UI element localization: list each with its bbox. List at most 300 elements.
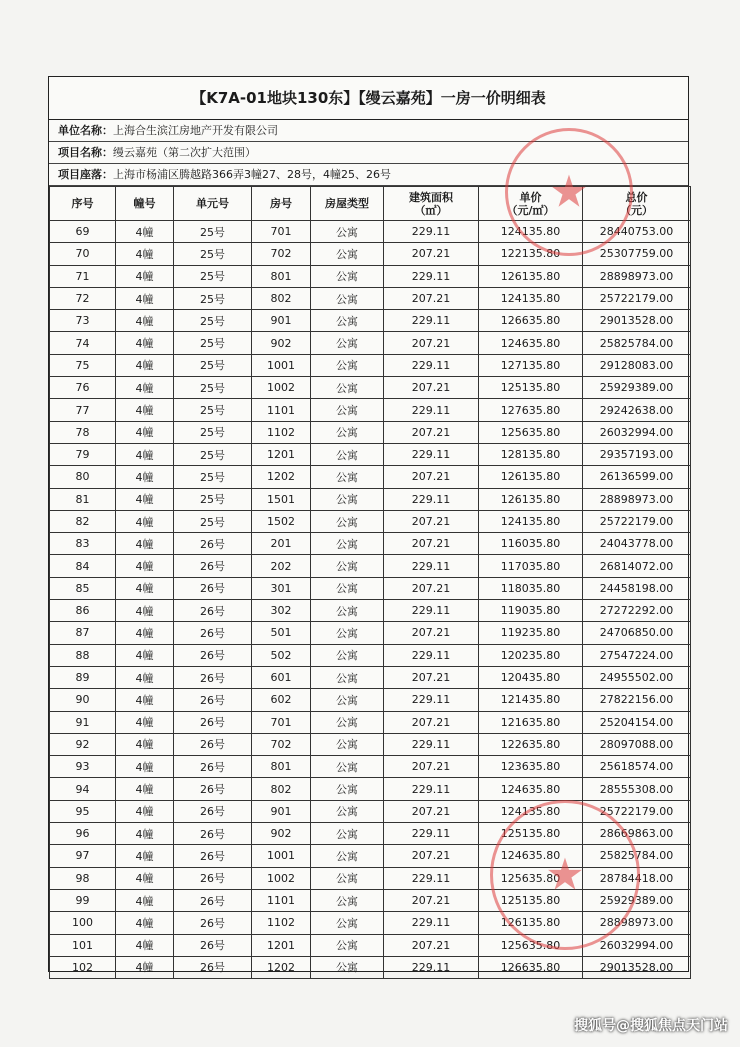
- table-cell: 1101: [252, 889, 311, 911]
- table-cell: 124635.80: [479, 778, 583, 800]
- table-cell: 102: [50, 956, 116, 978]
- table-cell: 25307759.00: [583, 243, 691, 265]
- unit-value: 上海合生滨江房地产开发有限公司: [113, 124, 278, 137]
- table-cell: 26号: [174, 577, 252, 599]
- table-cell: 4幢: [116, 867, 174, 889]
- table-cell: 122635.80: [479, 733, 583, 755]
- table-row: [50, 756, 691, 778]
- table-cell: 80: [50, 466, 116, 488]
- table-cell: 4幢: [116, 377, 174, 399]
- table-cell: 126635.80: [479, 310, 583, 332]
- table-cell: 229.11: [384, 265, 479, 287]
- table-cell: 229.11: [384, 644, 479, 666]
- table-cell: 85: [50, 577, 116, 599]
- table-row: [50, 934, 691, 956]
- table-cell: 26号: [174, 666, 252, 688]
- table-cell: 4幢: [116, 711, 174, 733]
- table-cell: 701: [252, 221, 311, 243]
- table-cell: 29357193.00: [583, 443, 691, 465]
- table-cell: 26号: [174, 711, 252, 733]
- location-row: [49, 164, 688, 186]
- table-cell: 公寓: [311, 889, 384, 911]
- table-cell: 207.21: [384, 533, 479, 555]
- table-cell: 229.11: [384, 399, 479, 421]
- table-cell: 25618574.00: [583, 756, 691, 778]
- table-cell: 229.11: [384, 443, 479, 465]
- table-cell: 99: [50, 889, 116, 911]
- table-cell: 79: [50, 443, 116, 465]
- table-cell: 公寓: [311, 600, 384, 622]
- table-row: [50, 845, 691, 867]
- column-header: 幢号: [116, 187, 174, 221]
- table-cell: 26号: [174, 800, 252, 822]
- table-cell: 公寓: [311, 711, 384, 733]
- table-cell: 1001: [252, 354, 311, 376]
- table-cell: 27547224.00: [583, 644, 691, 666]
- table-cell: 501: [252, 622, 311, 644]
- table-cell: 125135.80: [479, 823, 583, 845]
- table-cell: 126135.80: [479, 466, 583, 488]
- table-cell: 902: [252, 823, 311, 845]
- table-cell: 207.21: [384, 510, 479, 532]
- table-row: [50, 644, 691, 666]
- price-table: [49, 186, 691, 979]
- table-cell: 4幢: [116, 845, 174, 867]
- table-cell: 122135.80: [479, 243, 583, 265]
- table-cell: 69: [50, 221, 116, 243]
- table-cell: 26号: [174, 733, 252, 755]
- table-header-row: [50, 187, 691, 221]
- table-cell: 公寓: [311, 867, 384, 889]
- table-cell: 87: [50, 622, 116, 644]
- table-cell: 207.21: [384, 243, 479, 265]
- table-row: [50, 867, 691, 889]
- table-cell: 121435.80: [479, 689, 583, 711]
- table-cell: 25号: [174, 466, 252, 488]
- table-cell: 公寓: [311, 956, 384, 978]
- table-cell: 126635.80: [479, 956, 583, 978]
- table-cell: 902: [252, 332, 311, 354]
- table-cell: 25204154.00: [583, 711, 691, 733]
- table-row: [50, 265, 691, 287]
- table-cell: 121635.80: [479, 711, 583, 733]
- table-row: [50, 332, 691, 354]
- unit-row: [49, 120, 688, 142]
- table-cell: 4幢: [116, 265, 174, 287]
- table-cell: 26号: [174, 956, 252, 978]
- table-cell: 4幢: [116, 488, 174, 510]
- table-row: [50, 533, 691, 555]
- column-header: 序号: [50, 187, 116, 221]
- table-row: [50, 666, 691, 688]
- table-cell: 25号: [174, 287, 252, 309]
- star-icon: ★: [549, 166, 589, 218]
- table-cell: 1501: [252, 488, 311, 510]
- table-cell: 201: [252, 533, 311, 555]
- table-cell: 25号: [174, 354, 252, 376]
- table-cell: 4幢: [116, 533, 174, 555]
- table-cell: 26136599.00: [583, 466, 691, 488]
- table-cell: 公寓: [311, 221, 384, 243]
- table-row: [50, 399, 691, 421]
- table-cell: 70: [50, 243, 116, 265]
- table-cell: 公寓: [311, 733, 384, 755]
- table-cell: 25号: [174, 510, 252, 532]
- table-cell: 25号: [174, 399, 252, 421]
- table-cell: 4幢: [116, 354, 174, 376]
- table-cell: 207.21: [384, 332, 479, 354]
- table-cell: 229.11: [384, 912, 479, 934]
- table-cell: 92: [50, 733, 116, 755]
- project-value: 缦云嘉苑（第二次扩大范围）: [113, 146, 256, 159]
- table-cell: 502: [252, 644, 311, 666]
- table-row: [50, 823, 691, 845]
- table-cell: 4幢: [116, 243, 174, 265]
- table-row: [50, 622, 691, 644]
- table-cell: 24955502.00: [583, 666, 691, 688]
- column-header: 总价 （元）: [583, 187, 691, 221]
- table-row: [50, 555, 691, 577]
- table-cell: 229.11: [384, 733, 479, 755]
- table-cell: 公寓: [311, 354, 384, 376]
- table-cell: 117035.80: [479, 555, 583, 577]
- table-row: [50, 689, 691, 711]
- column-header: 建筑面积 （㎡）: [384, 187, 479, 221]
- table-cell: 207.21: [384, 666, 479, 688]
- table-row: [50, 243, 691, 265]
- table-cell: 26032994.00: [583, 421, 691, 443]
- table-cell: 124635.80: [479, 845, 583, 867]
- column-header: 单价 （元/㎡）: [479, 187, 583, 221]
- table-cell: 94: [50, 778, 116, 800]
- table-cell: 124135.80: [479, 510, 583, 532]
- table-cell: 25929389.00: [583, 889, 691, 911]
- table-cell: 71: [50, 265, 116, 287]
- table-cell: 25号: [174, 488, 252, 510]
- table-cell: 229.11: [384, 310, 479, 332]
- table-cell: 25722179.00: [583, 510, 691, 532]
- table-cell: 229.11: [384, 555, 479, 577]
- table-cell: 229.11: [384, 354, 479, 376]
- table-row: [50, 600, 691, 622]
- table-cell: 公寓: [311, 443, 384, 465]
- table-cell: 701: [252, 711, 311, 733]
- table-cell: 26号: [174, 644, 252, 666]
- price-sheet: [48, 76, 689, 975]
- table-cell: 24043778.00: [583, 533, 691, 555]
- table-cell: 公寓: [311, 510, 384, 532]
- table-cell: 4幢: [116, 510, 174, 532]
- column-header: 房号: [252, 187, 311, 221]
- table-cell: 25号: [174, 332, 252, 354]
- table-cell: 901: [252, 800, 311, 822]
- table-row: [50, 377, 691, 399]
- table-cell: 4幢: [116, 399, 174, 421]
- table-row: [50, 443, 691, 465]
- table-cell: 29242638.00: [583, 399, 691, 421]
- table-cell: 1002: [252, 867, 311, 889]
- table-cell: 207.21: [384, 421, 479, 443]
- table-cell: 229.11: [384, 956, 479, 978]
- table-row: [50, 287, 691, 309]
- table-cell: 26号: [174, 533, 252, 555]
- table-cell: 4幢: [116, 912, 174, 934]
- table-cell: 93: [50, 756, 116, 778]
- table-cell: 4幢: [116, 555, 174, 577]
- table-cell: 26号: [174, 823, 252, 845]
- table-cell: 202: [252, 555, 311, 577]
- table-cell: 公寓: [311, 287, 384, 309]
- table-cell: 207.21: [384, 622, 479, 644]
- table-cell: 127135.80: [479, 354, 583, 376]
- table-cell: 公寓: [311, 243, 384, 265]
- table-cell: 公寓: [311, 533, 384, 555]
- table-row: [50, 800, 691, 822]
- table-cell: 125135.80: [479, 889, 583, 911]
- table-cell: 26号: [174, 912, 252, 934]
- table-cell: 1101: [252, 399, 311, 421]
- table-cell: 公寓: [311, 912, 384, 934]
- table-row: [50, 956, 691, 978]
- table-cell: 229.11: [384, 867, 479, 889]
- table-cell: 公寓: [311, 577, 384, 599]
- table-cell: 公寓: [311, 421, 384, 443]
- table-cell: 28555308.00: [583, 778, 691, 800]
- location-value: 上海市杨浦区腾越路366弄3幢27、28号，4幢25、26号: [113, 168, 391, 181]
- table-cell: 120235.80: [479, 644, 583, 666]
- table-cell: 81: [50, 488, 116, 510]
- table-cell: 98: [50, 867, 116, 889]
- table-cell: 25号: [174, 243, 252, 265]
- table-cell: 601: [252, 666, 311, 688]
- table-cell: 1102: [252, 421, 311, 443]
- table-cell: 120435.80: [479, 666, 583, 688]
- table-cell: 27822156.00: [583, 689, 691, 711]
- table-cell: 125135.80: [479, 377, 583, 399]
- table-cell: 4幢: [116, 823, 174, 845]
- table-cell: 229.11: [384, 689, 479, 711]
- table-cell: 28440753.00: [583, 221, 691, 243]
- table-cell: 25722179.00: [583, 800, 691, 822]
- table-cell: 1001: [252, 845, 311, 867]
- table-cell: 26号: [174, 689, 252, 711]
- table-cell: 29013528.00: [583, 956, 691, 978]
- table-row: [50, 221, 691, 243]
- table-row: [50, 733, 691, 755]
- table-cell: 901: [252, 310, 311, 332]
- table-cell: 127635.80: [479, 399, 583, 421]
- table-cell: 207.21: [384, 377, 479, 399]
- table-cell: 25825784.00: [583, 845, 691, 867]
- table-cell: 101: [50, 934, 116, 956]
- table-body: [50, 221, 691, 979]
- table-cell: 126135.80: [479, 488, 583, 510]
- table-cell: 4幢: [116, 421, 174, 443]
- table-cell: 126135.80: [479, 912, 583, 934]
- table-cell: 801: [252, 265, 311, 287]
- table-cell: 207.21: [384, 577, 479, 599]
- table-cell: 802: [252, 287, 311, 309]
- table-cell: 207.21: [384, 287, 479, 309]
- table-cell: 207.21: [384, 711, 479, 733]
- table-row: [50, 778, 691, 800]
- unit-label: 单位名称：: [58, 124, 113, 137]
- table-cell: 4幢: [116, 600, 174, 622]
- table-cell: 207.21: [384, 466, 479, 488]
- table-cell: 89: [50, 666, 116, 688]
- table-cell: 4幢: [116, 778, 174, 800]
- table-cell: 229.11: [384, 221, 479, 243]
- table-cell: 公寓: [311, 934, 384, 956]
- table-cell: 207.21: [384, 889, 479, 911]
- table-cell: 公寓: [311, 377, 384, 399]
- table-cell: 25号: [174, 310, 252, 332]
- table-cell: 91: [50, 711, 116, 733]
- table-cell: 27272292.00: [583, 600, 691, 622]
- table-cell: 4幢: [116, 577, 174, 599]
- table-cell: 4幢: [116, 443, 174, 465]
- table-cell: 4幢: [116, 889, 174, 911]
- table-cell: 公寓: [311, 845, 384, 867]
- table-cell: 229.11: [384, 823, 479, 845]
- table-row: [50, 510, 691, 532]
- table-cell: 124635.80: [479, 332, 583, 354]
- table-cell: 28669863.00: [583, 823, 691, 845]
- table-cell: 25号: [174, 443, 252, 465]
- table-row: [50, 488, 691, 510]
- table-cell: 76: [50, 377, 116, 399]
- table-cell: 4幢: [116, 733, 174, 755]
- table-cell: 207.21: [384, 934, 479, 956]
- table-cell: 29128083.00: [583, 354, 691, 376]
- table-cell: 28898973.00: [583, 488, 691, 510]
- table-cell: 公寓: [311, 555, 384, 577]
- table-cell: 73: [50, 310, 116, 332]
- table-cell: 801: [252, 756, 311, 778]
- table-row: [50, 711, 691, 733]
- table-cell: 207.21: [384, 800, 479, 822]
- table-cell: 4幢: [116, 310, 174, 332]
- table-cell: 28097088.00: [583, 733, 691, 755]
- table-cell: 公寓: [311, 310, 384, 332]
- table-cell: 25929389.00: [583, 377, 691, 399]
- table-cell: 1201: [252, 934, 311, 956]
- table-cell: 公寓: [311, 689, 384, 711]
- table-cell: 25号: [174, 221, 252, 243]
- table-cell: 77: [50, 399, 116, 421]
- table-cell: 75: [50, 354, 116, 376]
- column-header: 单元号: [174, 187, 252, 221]
- table-row: [50, 912, 691, 934]
- table-cell: 公寓: [311, 265, 384, 287]
- table-cell: 229.11: [384, 488, 479, 510]
- table-cell: 4幢: [116, 756, 174, 778]
- table-cell: 124135.80: [479, 800, 583, 822]
- table-cell: 公寓: [311, 644, 384, 666]
- table-cell: 29013528.00: [583, 310, 691, 332]
- table-row: [50, 577, 691, 599]
- table-cell: 公寓: [311, 800, 384, 822]
- table-row: [50, 421, 691, 443]
- table-cell: 25825784.00: [583, 332, 691, 354]
- table-cell: 公寓: [311, 622, 384, 644]
- table-cell: 26032994.00: [583, 934, 691, 956]
- table-cell: 4幢: [116, 332, 174, 354]
- table-cell: 25号: [174, 421, 252, 443]
- table-cell: 88: [50, 644, 116, 666]
- table-cell: 128135.80: [479, 443, 583, 465]
- table-cell: 4幢: [116, 666, 174, 688]
- table-cell: 125635.80: [479, 867, 583, 889]
- table-cell: 公寓: [311, 756, 384, 778]
- table-cell: 26号: [174, 934, 252, 956]
- table-cell: 123635.80: [479, 756, 583, 778]
- location-label: 项目座落：: [58, 168, 113, 181]
- table-cell: 4幢: [116, 800, 174, 822]
- table-cell: 90: [50, 689, 116, 711]
- table-cell: 26号: [174, 845, 252, 867]
- table-cell: 26号: [174, 600, 252, 622]
- table-cell: 1002: [252, 377, 311, 399]
- table-cell: 4幢: [116, 644, 174, 666]
- table-cell: 公寓: [311, 466, 384, 488]
- table-cell: 702: [252, 733, 311, 755]
- table-cell: 公寓: [311, 399, 384, 421]
- table-cell: 1102: [252, 912, 311, 934]
- page-title: 【K7A-01地块130东】【缦云嘉苑】一房一价明细表: [49, 77, 688, 120]
- project-label: 项目名称：: [58, 146, 113, 159]
- table-cell: 118035.80: [479, 577, 583, 599]
- table-cell: 802: [252, 778, 311, 800]
- table-cell: 72: [50, 287, 116, 309]
- table-cell: 74: [50, 332, 116, 354]
- table-row: [50, 354, 691, 376]
- table-cell: 83: [50, 533, 116, 555]
- table-cell: 78: [50, 421, 116, 443]
- table-row: [50, 310, 691, 332]
- table-cell: 124135.80: [479, 221, 583, 243]
- table-cell: 84: [50, 555, 116, 577]
- table-cell: 公寓: [311, 823, 384, 845]
- table-cell: 公寓: [311, 488, 384, 510]
- table-row: [50, 466, 691, 488]
- table-cell: 4幢: [116, 934, 174, 956]
- column-header: 房屋类型: [311, 187, 384, 221]
- table-cell: 公寓: [311, 332, 384, 354]
- table-cell: 1201: [252, 443, 311, 465]
- table-cell: 702: [252, 243, 311, 265]
- table-cell: 25722179.00: [583, 287, 691, 309]
- table-cell: 119035.80: [479, 600, 583, 622]
- table-cell: 28898973.00: [583, 265, 691, 287]
- table-cell: 24706850.00: [583, 622, 691, 644]
- table-cell: 28898973.00: [583, 912, 691, 934]
- table-cell: 119235.80: [479, 622, 583, 644]
- table-cell: 1502: [252, 510, 311, 532]
- table-cell: 25号: [174, 377, 252, 399]
- table-cell: 26号: [174, 889, 252, 911]
- table-cell: 82: [50, 510, 116, 532]
- table-cell: 24458198.00: [583, 577, 691, 599]
- table-cell: 301: [252, 577, 311, 599]
- table-cell: 229.11: [384, 778, 479, 800]
- table-cell: 4幢: [116, 221, 174, 243]
- star-icon: ★: [545, 849, 585, 901]
- table-cell: 229.11: [384, 600, 479, 622]
- table-cell: 86: [50, 600, 116, 622]
- table-cell: 25号: [174, 265, 252, 287]
- table-cell: 1202: [252, 956, 311, 978]
